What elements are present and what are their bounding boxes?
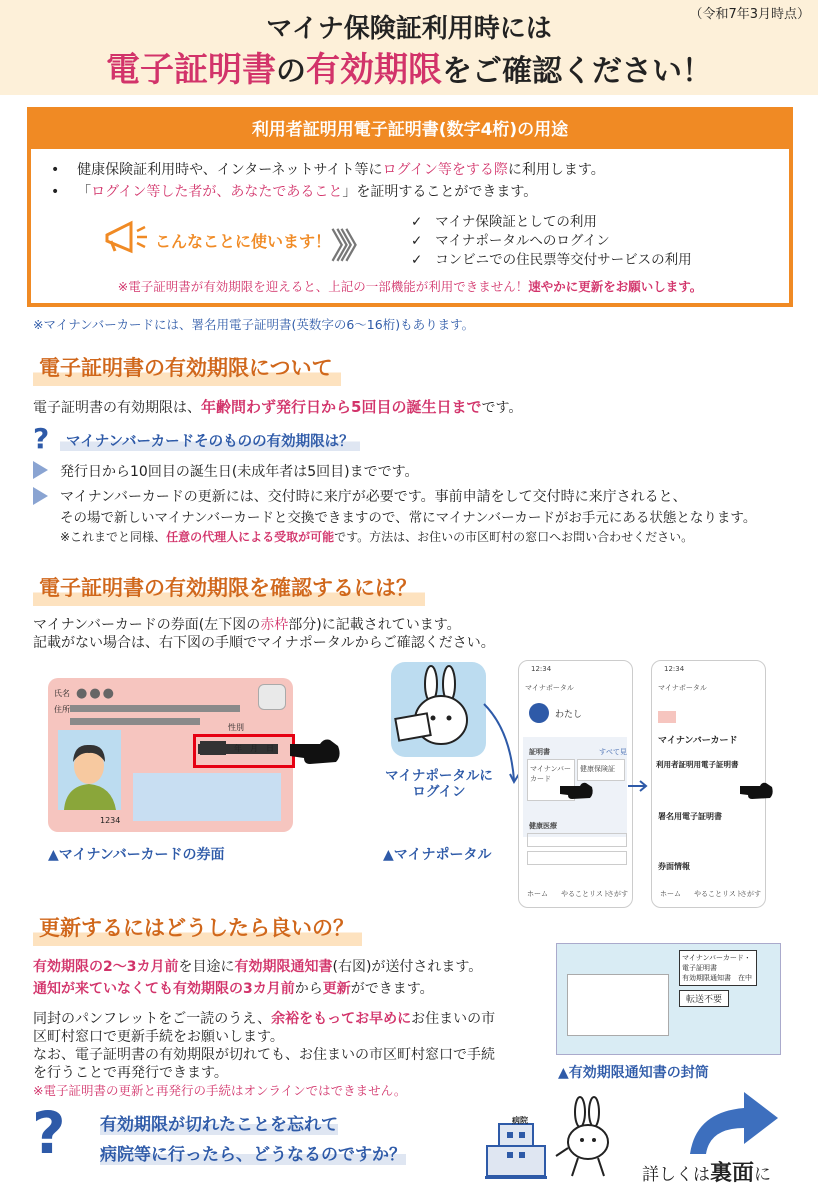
phone-see-all[interactable]: すべて見 (599, 748, 627, 756)
question-icon: ? (33, 422, 50, 455)
card-expiry-p2-l2: その場で新しいマイナンバーカードと交換できますので、常にマイナンバーカードがお手元にある状態となります。 (60, 510, 757, 526)
card-caption: ▲マイナンバーカードの券面 (48, 847, 225, 863)
see-back-a: 詳しくは (642, 1165, 710, 1185)
check-icon: ✓ (411, 252, 423, 268)
avatar (529, 703, 549, 723)
check-item-3 (411, 248, 692, 268)
phone-row[interactable] (527, 833, 627, 847)
sec1-text-b: 年齢問わず発行日から5回目の誕生日まで (201, 398, 482, 416)
notice-envelope-image (556, 943, 781, 1055)
usage-note-b: 速やかに更新をお願いします。 (528, 279, 703, 294)
s3-l3-b: 余裕をもってお早めに (271, 1011, 412, 1027)
card-addr-bar (70, 705, 240, 712)
card-expiry-question: マイナンバーカードそのものの有効期限は？ (60, 430, 360, 451)
usage-bullet-2 (51, 181, 537, 201)
card-expiry-p2-l1: マイナンバーカードの更新には、交付時に来庁が必要です。事前申請をして交付時に来庁されると、 (60, 489, 687, 505)
section3-heading: 更新するにはどうしたら良いの？ (33, 910, 362, 946)
date-note: （令和7年3月時点） (689, 7, 810, 22)
see-back-text (642, 1156, 771, 1187)
note-c: です。方法は、お住いの市区町村の窓口へお問い合わせください。 (334, 530, 694, 544)
sec1-text-a: 電子証明書の有効期限は、 (33, 400, 201, 416)
hospital-label: 病院 (512, 1116, 528, 1125)
portal-caption: ▲マイナポータル (383, 847, 492, 863)
phone-card-title: マイナンバーカード (658, 736, 738, 746)
arrow-right-icon (628, 778, 652, 794)
section2-line2: 記載がない場合は、右下図の手順でマイナポータルからご確認ください。 (33, 635, 495, 651)
flow-arrow-icon (480, 700, 522, 790)
s3-l1-a: 有効期限の2～3カ月前 (33, 959, 179, 975)
s3-l1-b: を目途に (178, 959, 235, 975)
bullet2-text-c: 」を証明することができます。 (342, 184, 538, 200)
section1-text (33, 396, 522, 417)
rabbit-walking-icon (552, 1096, 622, 1182)
bullet-mark: • (51, 184, 60, 200)
phone-card-label: マイナンバーカード (530, 765, 572, 783)
card-expiry-note (60, 528, 693, 545)
card-sex-label: 性別 (228, 723, 244, 732)
sec2-l1-b: 赤枠 (260, 617, 289, 633)
portal-mascot-bg (391, 662, 486, 757)
sec2-l1-c: 部分)に記載されています。 (288, 617, 461, 633)
title-line1: マイナ保険証利用時には (266, 14, 552, 44)
section3-line3 (33, 1008, 495, 1028)
check-item-2 (411, 229, 610, 249)
bullet1-text-c: に利用します。 (507, 162, 605, 178)
section1-heading: 電子証明書の有効期限について (33, 350, 341, 386)
s3-l2-b: から (294, 981, 323, 997)
triangle-bullet-icon (33, 487, 48, 505)
signature-cert-note: ※マイナンバーカードには、署名用電子証明書(英数字の6～16桁)もあります。 (33, 317, 475, 332)
s3-l2-d: ができます。 (350, 981, 434, 997)
section2-line1 (33, 614, 461, 634)
expiry-date-redbox (193, 734, 295, 768)
card-addr-label: 住所 (54, 705, 70, 714)
bullet-mark: • (51, 162, 60, 178)
envelope-stamp: 転送不要 (679, 990, 729, 1007)
question-icon: ? (32, 1099, 66, 1167)
usage-box (27, 107, 793, 307)
section3-line4: 区町村窓口で更新手続をお願いします。 (33, 1029, 284, 1045)
see-back-c: に (754, 1165, 772, 1185)
portal-login-label: マイナポータルに ログイン (385, 768, 493, 800)
envelope-label (679, 950, 757, 986)
card-expiry-p1: 発行日から10回目の誕生日(未成年者は5回目)までです。 (60, 464, 419, 480)
phone-row[interactable] (527, 851, 627, 865)
bullet1-text-b: ログイン等をする際 (382, 162, 508, 178)
usage-note (31, 277, 789, 295)
card-chip (258, 684, 286, 710)
footer-q1: 有効期限が切れたことを忘れて (100, 1110, 338, 1135)
phone-cert1: 利用者証明用電子証明書 (656, 760, 739, 769)
pointing-hand-icon (740, 778, 774, 800)
note-b: 任意の代理人による受取が可能 (166, 530, 335, 544)
card-date-label: 年 月 日 (234, 744, 274, 753)
sec2-l1-a: マイナンバーカードの券面(左下図の (33, 617, 261, 633)
card-addr-bar (70, 718, 200, 725)
s3-l3-c: お住まいの市 (411, 1011, 496, 1027)
env-label1: マイナンバーカード・ (682, 954, 751, 962)
env-label2: 電子証明書 (682, 964, 717, 972)
title-expiry: 有効期限 (306, 50, 442, 90)
phone-nav-todo[interactable]: やることリスト (694, 890, 743, 898)
title-cert: 電子証明書 (106, 50, 276, 90)
note-a: ※これまでと同様、 (60, 530, 167, 544)
curved-arrow-icon (686, 1086, 781, 1156)
phone-nav-search[interactable]: さがす (607, 890, 628, 898)
card-name-label: 氏名 (54, 689, 70, 698)
section2-heading: 電子証明書の有効期限を確認するには？ (33, 570, 425, 606)
phone-user: わたし (555, 710, 583, 720)
phone-nav-home[interactable]: ホーム (660, 890, 681, 898)
pointing-hand-icon (290, 732, 342, 768)
rabbit-mascot-icon (391, 662, 486, 757)
usage-bullet-1 (51, 159, 605, 179)
phone-time: 12:34 (531, 665, 552, 673)
see-back-b: 裏面 (710, 1161, 755, 1186)
check-icon: ✓ (411, 233, 423, 249)
s3-l1-d: (右図)が送付されます。 (332, 959, 483, 975)
title-confirm: をご確認ください！ (442, 54, 712, 89)
bullet2-text-b: ログイン等した者が、あなたであること (91, 184, 343, 200)
phone-cert-label: 証明書 (529, 748, 550, 756)
check-icon: ✓ (411, 214, 423, 230)
card-number: 1234 (100, 816, 121, 825)
sec1-text-c: です。 (481, 400, 523, 416)
section3-line6: を行うことで再発行できます。 (33, 1065, 228, 1081)
section3-line1 (33, 956, 482, 976)
s3-l2-a: 通知が来ていなくても有効期限の3カ月前 (33, 981, 295, 997)
s3-l2-c: 更新 (322, 981, 351, 997)
phone-time: 12:34 (664, 665, 685, 673)
phone-cert2: 署名用電子証明書 (658, 812, 722, 821)
s3-l3-a: 同封のパンフレットをご一読のうえ、 (33, 1011, 272, 1027)
phone-nav-home[interactable]: ホーム (527, 890, 548, 898)
chevrons-icon: 》》 (331, 227, 366, 267)
usage-note-a: ※電子証明書が有効期限を迎えると、上記の一部機能が利用できません！ (117, 279, 529, 294)
phone-app-name: マイナポータル (525, 684, 574, 692)
phone-app-name: マイナポータル (658, 684, 707, 692)
envelope-caption: ▲有効期限通知書の封筒 (558, 1065, 709, 1081)
card-info-field (133, 773, 281, 821)
env-label3: 有効期限通知書 在中 (682, 974, 752, 982)
check-text: マイナ保険証としての利用 (435, 214, 597, 230)
check-item-1 (411, 210, 597, 230)
s3-l1-c: 有効期限通知書 (234, 959, 333, 975)
check-text: マイナポータルへのログイン (435, 233, 610, 249)
check-text: コンビニでの住民票等交付サービスの利用 (435, 252, 692, 268)
title-line2 (0, 42, 818, 91)
bullet1-text-a: 健康保険証利用時や、インターネットサイト等に (77, 162, 383, 178)
section3-line5: なお、電子証明書の有効期限が切れても、お住まいの市区町村窓口で手続 (33, 1047, 495, 1063)
use-label: こんなことに使います！ (155, 232, 332, 251)
card-name-dots: ●●● (76, 686, 117, 701)
footer-q2: 病院等に行ったら、どうなるのですか？ (100, 1140, 406, 1165)
date-block (200, 741, 226, 755)
section3-note: ※電子証明書の更新と再発行の手続はオンラインではできません。 (33, 1083, 407, 1098)
pointing-hand-icon (560, 778, 594, 800)
section3-line2 (33, 978, 434, 998)
triangle-bullet-icon (33, 461, 48, 479)
card-photo (58, 730, 121, 810)
megaphone-icon (101, 217, 151, 257)
phone-info: 券面情報 (658, 862, 690, 871)
title-no: の (276, 54, 306, 89)
phone-nav-todo[interactable]: やることリスト (561, 890, 610, 898)
phone-health-label: 健康医療 (529, 822, 557, 830)
mini-card-icon (658, 711, 676, 723)
phone-hoken-label: 健康保険証 (580, 765, 615, 773)
person-icon (58, 730, 121, 810)
usage-heading: 利用者証明用電子証明書(数字4桁)の用途 (31, 111, 789, 149)
phone-nav-search[interactable]: さがす (740, 890, 761, 898)
bullet2-text-a: 「 (77, 184, 92, 200)
envelope-window (567, 974, 669, 1036)
